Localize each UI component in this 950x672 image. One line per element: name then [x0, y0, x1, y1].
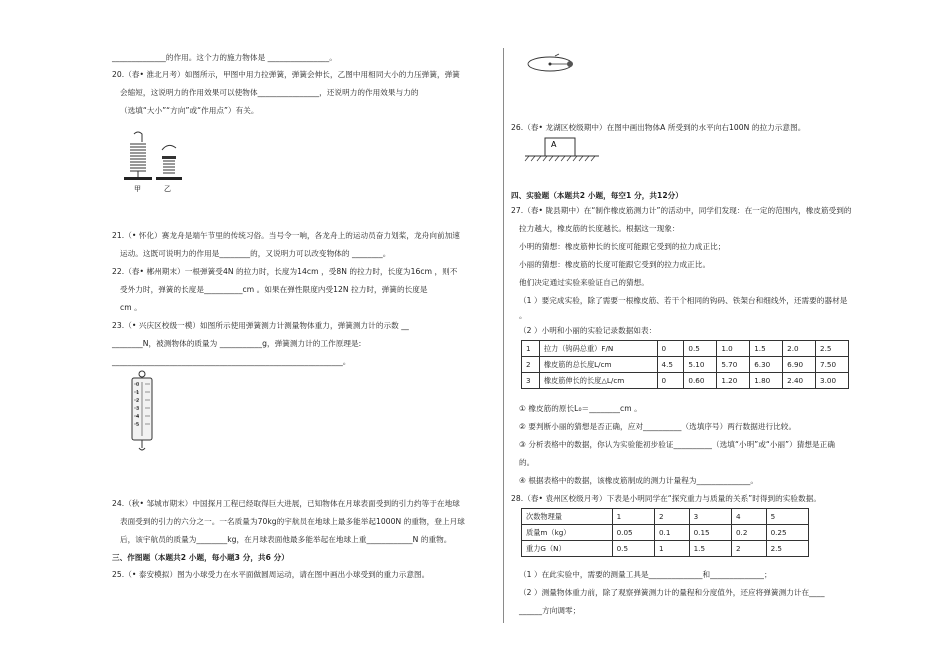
table-cell: 橡皮筋的总长度L/cm	[539, 357, 657, 373]
table-cell: 0.60	[684, 373, 717, 389]
q23-line-3: ____________________________________________________________。	[112, 357, 351, 366]
scale-tick-2: 2	[136, 398, 140, 404]
q27-sub-5: ④ 根据表格中的数据，该橡皮筋制成的测力计量程为______________。	[519, 476, 758, 485]
table-cell: 6.90	[783, 357, 816, 373]
rubber-band-data-table	[521, 340, 849, 389]
table-cell: 1.20	[717, 373, 750, 389]
table-cell: 2.0	[783, 341, 816, 357]
table-cell: 3	[689, 509, 731, 525]
q21-line-2: 运动。这既可说明力的作用是________的，又说明力可以改变物体的 ________。	[120, 249, 391, 258]
table-cell: 7.50	[816, 357, 849, 373]
table-cell: 1.5	[750, 341, 783, 357]
q27-line-3: 小明的猜想：橡皮筋伸长的长度可能跟它受到的拉力成正比；	[519, 242, 726, 251]
scale-tick-0: 0	[136, 382, 140, 388]
table-row	[522, 357, 849, 373]
section-4-heading: 四、实验题（本题共2 小题，每空1 分，共12分）	[511, 191, 683, 200]
table-cell: 0.05	[612, 525, 654, 541]
table-cell: 6.30	[750, 357, 783, 373]
table-cell: 5.70	[717, 357, 750, 373]
table-cell: 2.40	[783, 373, 816, 389]
q26-text: 26.（春• 龙湖区校级期中）在图中画出物体A 所受到的水平向右100N 的拉力示意图。	[511, 123, 806, 132]
table-cell: 1	[522, 341, 540, 357]
table-cell: 0.5	[684, 341, 717, 357]
q28-line-2: （2 ）测量物体重力前，除了观察弹簧测力计的量程和分度值外，还应将弹簧测力计在____	[519, 588, 825, 597]
q22-line-2: 受外力时，弹簧的长度是__________cm 。如果在弹性限度内受12N 拉力时，弹簧的长度是	[120, 285, 428, 294]
block-a-figure	[521, 136, 601, 166]
table-cell: 2	[522, 357, 540, 373]
q24-line-3: 后，该宇航员的质量为________kg，在月球表面他最多能举起在地球上重____________N 的重物。	[120, 535, 452, 544]
table-cell: 拉力（钩码总重）F/N	[539, 341, 657, 357]
table-cell: 0.25	[766, 525, 808, 541]
q22-line-1: 22.（春• 郴州期末）一根弹簧受4N 的拉力时，长度为14cm ，受8N 的拉力时，长度为16cm ，则不	[112, 267, 458, 276]
table-cell: 2	[654, 509, 689, 525]
q27-sub-4: 的。	[519, 458, 535, 467]
table-cell: 2	[731, 541, 766, 557]
q19-tail: ______________的作用。这个力的施力物体是 ________________。	[112, 53, 337, 62]
q27-sub-3: ③ 分析表格中的数据，你认为实验能初步验证__________（选填“小明”或“小丽”）猜想是正确	[519, 440, 835, 449]
fig-label-yi: 乙	[164, 185, 171, 193]
q27-line-5: 他们决定通过实验来验证自己的猜想。	[519, 278, 649, 287]
table-cell: 0.2	[731, 525, 766, 541]
table-cell: 5.10	[684, 357, 717, 373]
spring-pushed-illustration	[156, 145, 182, 180]
section-3-heading: 三、作图题（本题共2 小题，每小题3 分，共6 分）	[112, 553, 289, 562]
table-cell: 质量m（kg）	[522, 525, 613, 541]
spring-scale-figure	[122, 370, 162, 450]
table-cell: 橡皮筋伸长的长度△L/cm	[539, 373, 657, 389]
q27-line-1: 27.（春• 陇县期中）在“制作橡皮筋测力计”的活动中，同学们发现：在一定的范围内，橡皮筋受到的	[511, 206, 852, 215]
table-cell: 1	[612, 509, 654, 525]
q21-line-1: 21.（• 怀化）赛龙舟是端午节里的传统习俗。当号令一响，各龙舟上的运动员奋力划桨，龙舟向前加速	[112, 231, 460, 240]
table-cell: 2.5	[816, 341, 849, 357]
q27-line-7: 。	[519, 311, 527, 320]
q27-line-2: 拉力越大，橡皮筋的长度越长。根据这一现象：	[519, 224, 680, 233]
table-cell: 3	[522, 373, 540, 389]
circular-motion-figure	[525, 52, 575, 82]
table-cell: 4	[731, 509, 766, 525]
table-cell: 次数物理量	[522, 509, 613, 525]
table-row	[522, 525, 809, 541]
spring-figure	[118, 130, 188, 193]
q24-line-2: 表面受到的引力的六分之一。一名质量为70kg的宇航员在地球上最多能举起1000N 的重物，登上月球	[120, 517, 465, 526]
table-cell: 1	[654, 541, 689, 557]
table-cell: 0	[657, 373, 684, 389]
q20-line-2: 会缩短，这说明力的作用效果可以使物体________________，还说明力的作用效果与力的	[120, 88, 419, 97]
scale-tick-1: 1	[136, 390, 140, 396]
q28-line-3: ______方向调零；	[519, 606, 581, 615]
q20-line-3: （选填“大小”“方向”或“作用点”）有关。	[120, 106, 259, 115]
table-cell: 0.1	[654, 525, 689, 541]
block-a-label: A	[551, 140, 557, 149]
q27-line-8: （2 ）小明和小丽的实验记录数据如表：	[519, 326, 657, 335]
table-cell: 1.5	[689, 541, 731, 557]
gravity-mass-data-table	[521, 508, 809, 557]
scale-tick-4: 4	[136, 414, 140, 420]
column-divider	[503, 48, 504, 623]
q24-line-1: 24.（秋• 邹城市期末）中国探月工程已经取得巨大进展，已知物体在月球表面受到的引力约等于在地球	[112, 499, 460, 508]
table-cell: 0.5	[612, 541, 654, 557]
table-cell: 1.0	[717, 341, 750, 357]
q27-line-4: 小丽的猜想：橡皮筋的长度可能跟它受到的拉力成正比。	[519, 260, 711, 269]
q27-line-6: （1 ）要完成实验，除了需要一根橡皮筋、若干个相同的钩码、铁架台和细线外，还需要的器材是	[519, 296, 848, 305]
table-cell: 5	[766, 509, 808, 525]
q20-line-1: 20.（春• 淮北月考）如图所示，甲图中用力拉弹簧，弹簧会伸长，乙图中用相同大小的力压弹簧，弹簧	[112, 70, 460, 79]
fig-label-jia: 甲	[134, 185, 141, 193]
table-cell: 1.80	[750, 373, 783, 389]
q27-sub-1: ① 橡皮筋的原长L₀＝________cm 。	[519, 404, 642, 413]
table-cell: 2.5	[766, 541, 808, 557]
table-cell: 0	[657, 341, 684, 357]
table-row	[522, 509, 809, 525]
q23-line-1: 23.（• 兴庆区校级一模）如图所示使用弹簧测力计测量物体重力，弹簧测力计的示数 __	[112, 321, 409, 330]
q28-line-1: （1 ）在此实验中，需要的测量工具是______________和______________；	[519, 570, 772, 579]
table-cell: 重力G（N）	[522, 541, 613, 557]
scale-tick-3: 3	[136, 406, 140, 412]
table-cell: 3.00	[816, 373, 849, 389]
q23-line-2: ________N，被测物体的质量为 ___________g，弹簧测力计的工作原理是:	[112, 339, 362, 348]
scale-tick-5: 5	[136, 422, 140, 428]
table-row	[522, 373, 849, 389]
table-cell: 4.5	[657, 357, 684, 373]
spring-pulled-illustration	[124, 132, 152, 180]
q25-text: 25.（• 泰安模拟）图为小球受力在水平面做圆周运动，请在图中画出小球受到的重力示意图。	[112, 570, 430, 579]
q27-sub-2: ② 要判断小丽的猜想是否正确，应对__________（选填序号）两行数据进行比较。	[519, 422, 797, 431]
table-row	[522, 541, 809, 557]
q22-line-3: cm 。	[120, 303, 142, 312]
table-cell: 0.15	[689, 525, 731, 541]
table-row	[522, 341, 849, 357]
q28-text: 28.（春• 袁州区校级月考）下表是小明同学在“探究重力与质量的关系”时得到的实验数据。	[511, 494, 822, 503]
